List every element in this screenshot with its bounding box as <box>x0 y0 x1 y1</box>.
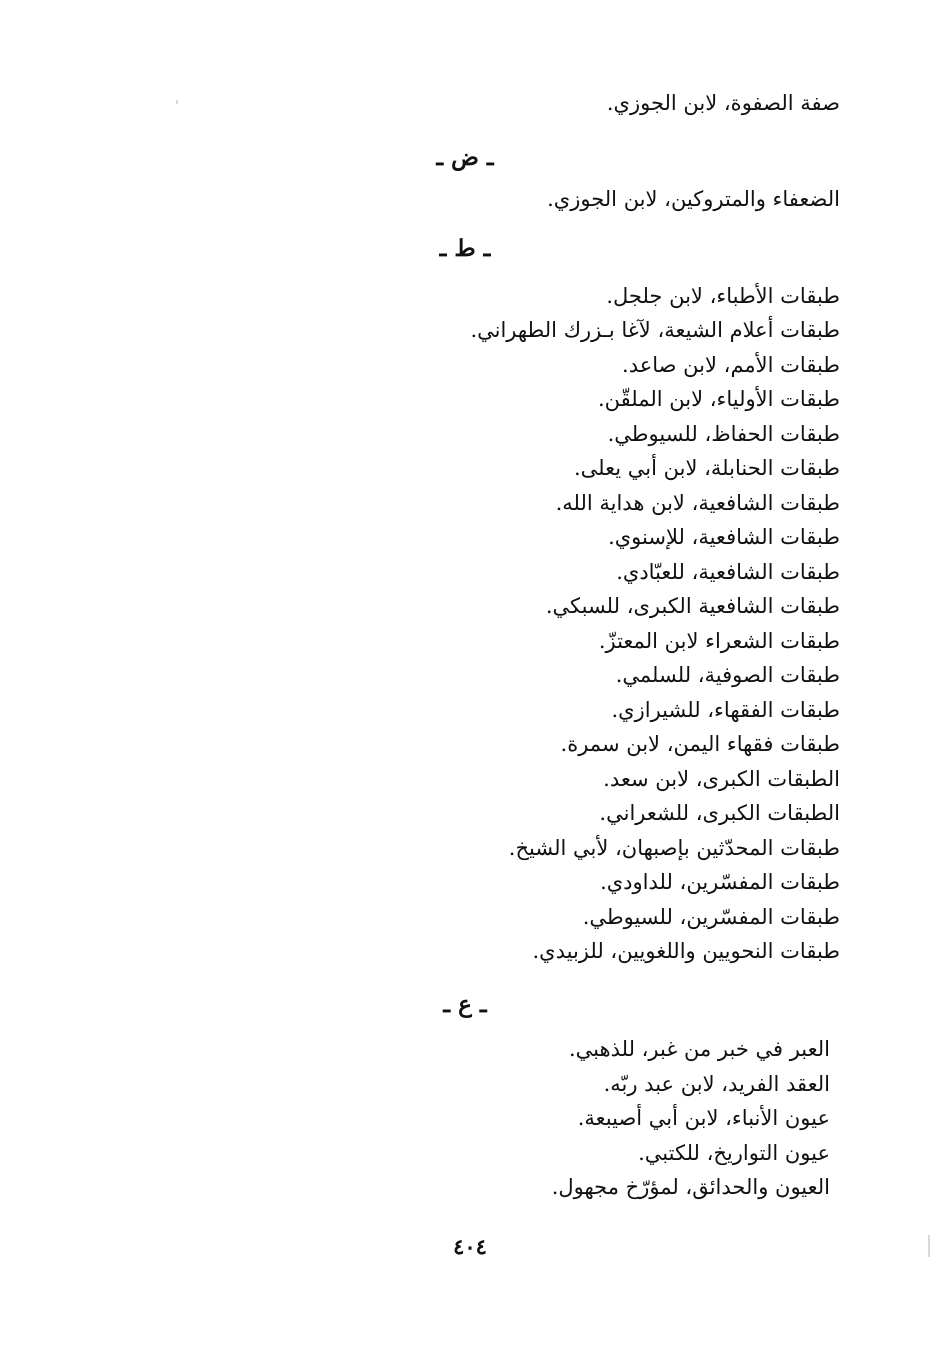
index-entry: طبقات الشافعية، للإسنوي. <box>608 525 840 549</box>
index-entry: الطبقات الكبرى، للشعراني. <box>599 801 840 825</box>
scan-margin-mark <box>176 100 178 104</box>
page-number: ٤٠٤ <box>453 1234 487 1259</box>
index-entry: طبقات المحدّثين بإصبهان، لأبي الشيخ. <box>508 836 840 860</box>
index-entry: عيون التواريخ، للكتبي. <box>638 1141 830 1165</box>
index-entry: العبر في خبر من غبر، للذهبي. <box>569 1037 830 1061</box>
index-entry: طبقات النحويين واللغويين، للزبيدي. <box>532 939 840 963</box>
index-entry: العيون والحدائق، لمؤرّخ مجهول. <box>551 1175 830 1199</box>
section-heading-dad: ـ ض ـ <box>436 144 494 171</box>
index-entry: طبقات الشافعية الكبرى، للسبكي. <box>545 594 840 618</box>
index-entry: العقد الفريد، لابن عبد ربّه. <box>603 1072 830 1096</box>
index-entry: طبقات الشعراء لابن المعتزّ. <box>598 629 840 653</box>
index-entry: طبقات المفسّرين، للسيوطي. <box>582 905 840 929</box>
index-entry: طبقات الصوفية، للسلمي. <box>615 663 840 687</box>
scan-margin-mark <box>928 1235 930 1257</box>
index-entry: طبقات الشافعية، للعبّادي. <box>616 560 840 584</box>
index-entry: طبقات الشافعية، لابن هداية الله. <box>555 491 840 515</box>
section-heading-ta: ـ ط ـ <box>439 235 491 262</box>
index-entry: طبقات الحنابلة، لابن أبي يعلى. <box>574 456 840 480</box>
index-entry: الطبقات الكبرى، لابن سعد. <box>603 767 840 791</box>
index-entry: طبقات الفقهاء، للشيرازي. <box>611 698 840 722</box>
index-entry: طبقات الأمم، لابن صاعد. <box>622 353 840 377</box>
index-entry: الضعفاء والمتروكين، لابن الجوزي. <box>547 187 840 211</box>
index-entry: صفة الصفوة، لابن الجوزي. <box>606 91 840 115</box>
index-entry: طبقات أعلام الشيعة، لآغا بـزرك الطهراني. <box>470 318 840 342</box>
index-entry: طبقات الحفاظ، للسيوطي. <box>607 422 840 446</box>
index-entry: طبقات الأطباء، لابن جلجل. <box>606 284 840 308</box>
index-entry: طبقات الأولياء، لابن الملقّن. <box>597 387 840 411</box>
index-entry: طبقات المفسّرين، للداودي. <box>600 870 840 894</box>
section-heading-ain: ـ ع ـ <box>443 991 487 1018</box>
index-entry: عيون الأنباء، لابن أبي أصيبعة. <box>577 1106 830 1130</box>
index-entry: طبقات فقهاء اليمن، لابن سمرة. <box>560 732 840 756</box>
